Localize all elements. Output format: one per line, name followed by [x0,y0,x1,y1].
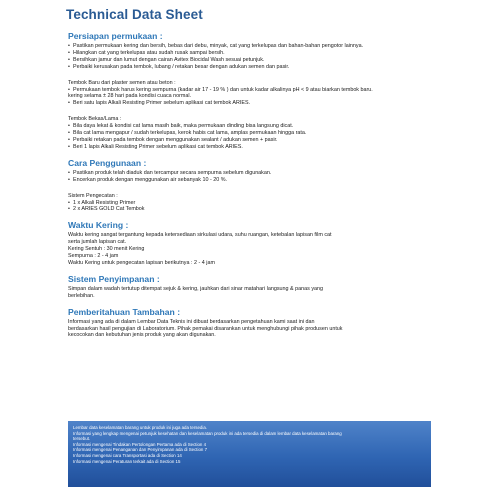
section-heading-cara: Cara Penggunaan : [68,157,147,168]
list-item: • Beri 1 lapis Alkali Resisting Primer sebelum aplikasi cat tembok ARIES. [68,144,428,151]
list-item: • Bersihkan jamur dan lumut dengan cairan Avitex Biocidal Wash sesuai petunjuk. [68,57,428,64]
safety-info-line: tersebut. [73,436,91,442]
safety-info-line: Informasi mengenai Penanganan dan Penyimpanan ada di Section 7 [73,447,208,453]
safety-info-box [68,421,431,487]
list-item: • Pastikan produk telah diaduk dan tercampur secara sempurna sebelum digunakan. [68,170,428,177]
safety-info-line: Lembar data keselamatan barang untuk produk ini juga ada tersedia. [73,425,208,430]
subsection-title-tembok-baru: Tembok Baru dari plaster semen atau beton : [68,79,176,86]
list-item: • Perbaiki kerusakan pada tembok, lubang / retakan besar dengan adukan semen dan pasir. [68,64,428,71]
waktu-text: serta jumlah lapisan cat. [68,239,127,246]
penyimpanan-text: Simpan dalam wadah tertutup ditempat sejuk & kering, jauhkan dari sinar matahari langsung & panas yang [68,285,324,292]
subsection-title-tembok-lama: Tembok Bekas/Lama : [68,116,122,123]
waktu-text: Kering Sentuh : 30 menit Kering [68,246,145,253]
list-item: • Beri satu lapis Alkali Resisting Primer sebelum aplikasi cat tembok ARIES. [68,100,428,107]
persiapan-list [68,43,428,71]
list-item: • 2 x ARIES GOLD Cat Tembok [68,206,428,213]
pemberitahuan-text: kecocokan dan kebutuhan jenis produk yang akan digunakan. [68,332,216,339]
list-item: • Permukaan tembok harus kering sempurna (kadar air 17 - 19 % ) dan untuk kadar alkalinya pH < 9 atau biarkan tembok baru. [68,87,428,94]
sistem-pengecatan-list [68,200,428,214]
safety-info-line: Informasi yang lengkap mengenai petunjuk kesehatan dan keselamatan produk ini ada tersedia di dalam lembar data keselamatan barang [73,430,342,436]
list-item: • Bila daya lekat & kondisi cat lama masih baik, maka permukaan dinding bisa langsung dicat. [68,123,428,130]
tembok-baru-list-2 [68,100,428,107]
safety-info-line: Informasi mengenai Tindakan Pertolongan Pertama ada di Section 4 [73,441,207,447]
waktu-text: Sempurna : 2 - 4 jam [68,253,119,260]
document-title: Technical Data Sheet [66,7,203,22]
pemberitahuan-text: Informasi yang ada di dalam Lembar Data Teknis ini dibuat berdasarkan pengetahuan kami saat ini dan [68,318,315,325]
tembok-baru-note: kering selama ± 28 hari pada kondisi cuaca normal. [68,93,192,100]
list-item: • Pastikan permukaan kering dan bersih, bebas dari debu, minyak, cat yang terkelupas dan bahan-bahan pengotor lainnya. [68,43,428,50]
section-heading-waktu: Waktu Kering : [68,220,129,231]
section-heading-pemberitahuan: Pemberitahuan Tambahan : [68,306,181,317]
pemberitahuan-text: berdasarkan hasil pengujian di Laboratorium. Pihak pemakai disarankan untuk menghubungi pihak produsen untuk [68,325,343,332]
safety-info-line: Informasi mengenai cara Transportasi ada di Section 14 [73,452,182,458]
list-item: • 1 x Alkali Resisting Primer [68,200,428,207]
penyimpanan-text: berlebihan. [68,292,95,299]
section-heading-persiapan: Persiapan permukaan : [68,31,163,41]
waktu-text: Waktu Kering untuk pengecatan lapisan berikutnya : 2 - 4 jam [68,259,215,266]
document-body [68,31,428,339]
section-heading-penyimpanan: Sistem Penyimpanan : [68,273,160,284]
cara-list [68,170,428,184]
tembok-lama-list [68,123,428,151]
subsection-title-sistem-pengecatan: Sistem Pengecatan : [68,192,118,199]
safety-info-line: Informasi mengenai Peraturan terkait ada di Section 15 [73,458,181,464]
waktu-text: Waktu kering sangat tergantung kepada ketersediaan sirkulasi udara, suhu ruangan, ketebalan lapisan film cat [68,232,332,239]
list-item: • Perbaiki retakan pada tembok dengan menggunakan sealant / adukan semen + pasir. [68,137,428,144]
tembok-baru-list [68,87,428,94]
list-item: • Encerkan produk dengan menggunakan air sebanyak 10 - 20 %. [68,177,428,184]
list-item: • Hilangkan cat yang terkelupas atau sudah rusak sampai bersih. [68,50,428,57]
list-item: • Bila cat lama mengapur / sudah terkelupas, kerok habis cat lama, amplas permukaan hingga rata. [68,130,428,137]
